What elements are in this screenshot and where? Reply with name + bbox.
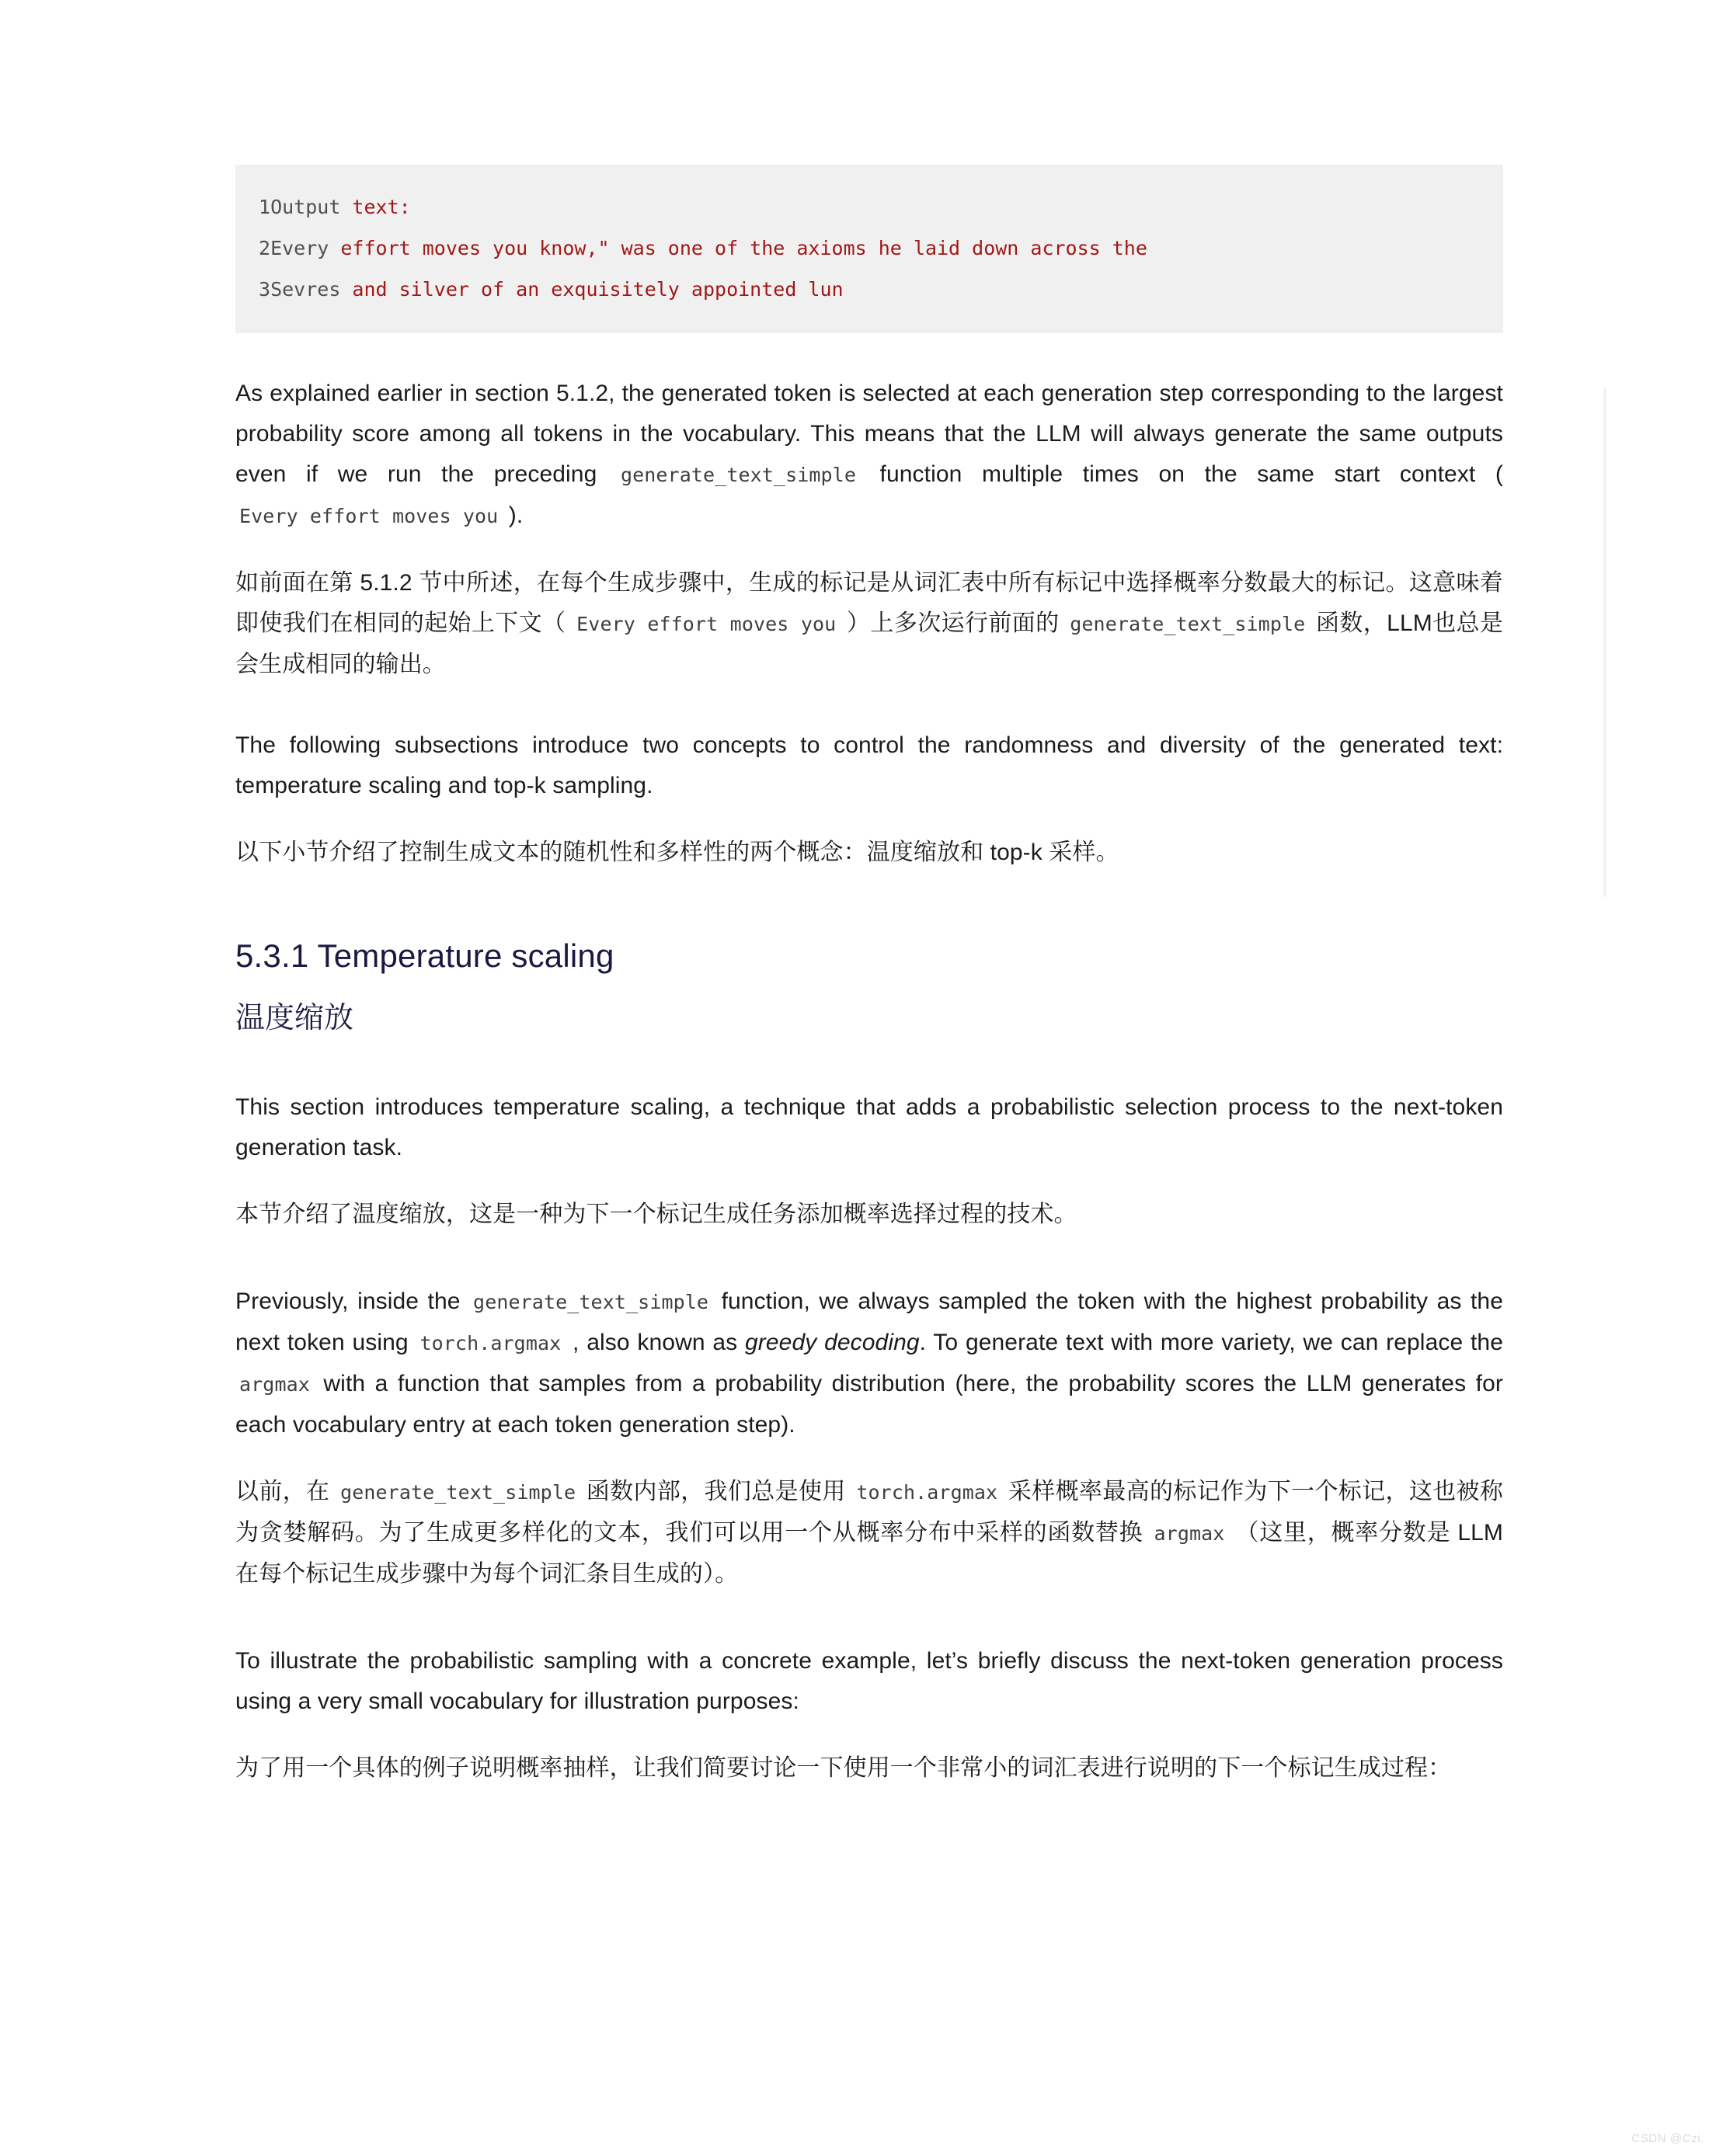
code-text-highlight: and silver of an exquisitely appointed lun [352,278,844,301]
text-run: ）上多次运行前面的 [840,610,1067,636]
code-block [235,165,1503,333]
paragraph-en-4 [235,1281,1503,1445]
inline-code: generate_text_simple [1070,613,1306,635]
inline-code: torch.argmax [856,1481,998,1504]
spacer [235,873,1503,934]
text-run: 如前面在第 5.1.2 节中所述，在每个生成步骤中，生成的标记是从词汇表中所有标记中选择概率分数最大的标记。这意味着即使我们在相同的起始上下文（ [235,570,1503,636]
text-run: 采样概率最高的标记作为下一个标记，这也被称为贪婪解码。为了生成更多样化的文本，我们可以用一个从概率分布中采样的函数替换 [235,1479,1503,1546]
text-run: function, we always sampled the token with the highest probability as the next token using [235,1288,1503,1355]
code-line-number: 1 [259,196,271,218]
code-text-plain: Every [270,237,341,259]
code-line [259,278,844,301]
paragraph-zh-5: 为了用一个具体的例子说明概率抽样，让我们简要讨论一下使用一个非常小的词汇表进行说明的下一个标记生成过程： [235,1755,1452,1781]
scrollbar-track[interactable] [1603,388,1606,897]
spacer [235,333,1503,374]
code-line-number: 3 [259,278,271,301]
inline-code: generate_text_simple [620,464,856,486]
spacer [235,1594,1503,1641]
inline-code: Every effort moves you [576,613,837,635]
code-text-plain: Output [270,196,353,218]
text-run: As explained earlier in section 5.1.2, the generated token is selected at each generation step corresponding to the largest probability score among all tokens in the vocabulary. This means that the LLM will always generate the same outputs even if we run the preceding [235,381,1503,487]
spacer [235,1235,1503,1281]
spacer [235,979,1503,997]
spacer [235,1168,1503,1194]
inline-code: generate_text_simple [340,1481,576,1504]
text-run: with a function that samples from a probability distribution (here, the probability scores the LLM generates for each vocabulary entry at each token generation step). [235,1371,1503,1438]
spacer [235,1445,1503,1472]
section-heading-en: 5.3.1 Temperature scaling [235,937,614,974]
inline-code: Every effort moves you [239,505,499,527]
paragraph-en-1 [235,374,1503,537]
text-run: 以前，在 [235,1479,337,1504]
text-run: function multiple times on the same start context ( [859,461,1504,487]
text-run: . To generate text with more variety, we can replace the [919,1330,1503,1355]
text-run: ). [502,502,524,528]
spacer [235,537,1503,563]
code-line [259,237,1147,259]
code-text-plain: Sevres [270,278,353,301]
paragraph-en-2: The following subsections introduce two concepts to control the randomness and diversity of the generated text: temperature scaling and top-k sampling. [235,732,1503,798]
paragraph-en-5: To illustrate the probabilistic sampling with a concrete example, let’s briefly discuss the next-token generation process using a very small vocabulary for illustration purposes: [235,1648,1503,1714]
text-run: 函数，LLM也总是会生成相同的输出。 [235,610,1503,677]
paragraph-en-3: This section introduces temperature scaling, a technique that adds a probabilistic selection process to the next-token generation task. [235,1094,1503,1160]
inline-code: generate_text_simple [473,1291,709,1313]
code-text-highlight: effort moves you know," was one of the axioms he laid down across the [340,237,1147,259]
text-run: , also known as [565,1330,746,1355]
watermark: CSDN @Czi. [1631,2132,1704,2145]
spacer [235,685,1503,725]
inline-code: argmax [239,1373,310,1396]
code-line [259,196,411,218]
code-text-highlight: text: [352,196,411,218]
text-run: （这里，概率分数是 LLM 在每个标记生成步骤中为每个词汇条目生成的）。 [235,1520,1503,1587]
spacer [235,806,1503,833]
section-heading-zh: 温度缩放 [235,1002,354,1035]
paragraph-zh-2: 以下小节介绍了控制生成文本的随机性和多样性的两个概念：温度缩放和 top-k 采样。 [235,840,1119,865]
text-run: 函数内部，我们总是使用 [580,1479,853,1504]
code-line-number: 2 [259,237,271,259]
paragraph-zh-4 [235,1472,1503,1594]
text-run: Previously, inside the [235,1288,470,1314]
paragraph-zh-1 [235,563,1503,685]
spacer [235,1039,1503,1087]
inline-code: argmax [1154,1522,1225,1545]
inline-code: torch.argmax [419,1332,562,1354]
spacer [235,1722,1503,1748]
emphasis-text: greedy decoding [745,1330,920,1355]
paragraph-zh-3: 本节介绍了温度缩放，这是一种为下一个标记生成任务添加概率选择过程的技术。 [235,1201,1077,1227]
document-page [235,0,1503,1789]
